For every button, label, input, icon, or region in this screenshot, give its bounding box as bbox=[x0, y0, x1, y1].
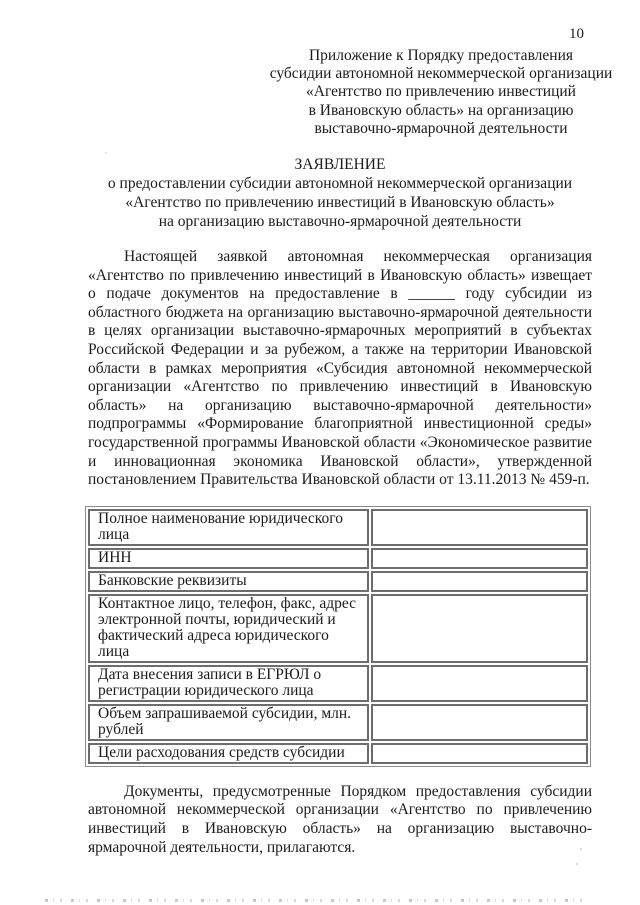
scan-speck bbox=[580, 848, 582, 850]
field-value-cell bbox=[371, 571, 588, 592]
page-title-line: о предоставлении субсидии автономной некоммерческой организации bbox=[107, 175, 573, 193]
scan-noise-artifact bbox=[45, 899, 582, 902]
page-title-line: ЗАЯВЛЕНИЕ bbox=[294, 156, 386, 174]
scan-speck bbox=[576, 863, 578, 865]
application-form-table bbox=[85, 506, 591, 767]
appendix-note bbox=[262, 0, 620, 138]
field-label-cell: ИНН bbox=[88, 548, 369, 569]
table-row bbox=[88, 743, 588, 764]
field-value-cell bbox=[371, 509, 588, 546]
appendix-note-line: «Агентство по привлечению инвестиций bbox=[306, 83, 576, 101]
field-label-cell: Контактное лицо, телефон, факс, адрес электронной почты, юридический и фактический адреса юридического лица bbox=[88, 594, 369, 663]
table-row bbox=[88, 594, 588, 663]
field-value-cell bbox=[371, 704, 588, 741]
appendix-note-line: субсидии автономной некоммерческой организации bbox=[269, 65, 613, 83]
field-value-cell bbox=[371, 665, 588, 702]
page-title-line: «Агентство по привлечению инвестиций в Ивановскую область» bbox=[125, 194, 555, 212]
table-row bbox=[88, 704, 588, 741]
table-row bbox=[88, 509, 588, 546]
field-value-cell bbox=[371, 594, 588, 663]
table-row bbox=[88, 571, 588, 592]
appendix-note-line: Приложение к Порядку предоставления bbox=[308, 47, 574, 64]
page-title-line: на организацию выставочно-ярмарочной деятельности bbox=[158, 213, 522, 231]
page-title bbox=[88, 155, 592, 231]
body-paragraph: Настоящей заявкой автономная некоммерческая организация «Агентство по привлечению инвестиций в Ивановскую область» извещает о подаче документов на предоставление в ______ году субсидии из областного бюджета на организацию выставочно-ярмарочной деятельности в целях организации выставочно-ярмарочных мероприятий в субъектах Российской Федерации и за рубежом, а также на территории Ивановской области в рамках мероприятия «Субсидия автономной некоммерческой организации «Агентство по привлечению инвестиций в Ивановскую область» на организацию выставочно-ярмарочной деятельности» подпрограммы «Формирование благоприятной инвестиционной среды» государственной программы Ивановской области «Экономическое развитие и инновационная экономика Ивановской области», утвержденной постановлением Правительства Ивановской области от 13.11.2013 № 459-п. bbox=[88, 248, 592, 489]
field-label-cell: Банковские реквизиты bbox=[88, 571, 369, 592]
field-label-cell: Дата внесения записи в ЕГРЮЛ о регистрации юридического лица bbox=[88, 665, 369, 702]
closing-paragraph: Документы, предусмотренные Порядком предоставления субсидии автономной некоммерческой организации «Агентство по привлечению инвестиций в Ивановскую область» на организацию выставочно-ярмарочной деятельности, прилагаются. bbox=[88, 782, 592, 856]
appendix-note-line: в Ивановскую область» на организацию bbox=[308, 101, 574, 119]
table-row bbox=[88, 548, 588, 569]
appendix-note-line: выставочно-ярмарочной деятельности bbox=[314, 119, 568, 137]
field-label-cell: Полное наименование юридического лица bbox=[88, 509, 369, 546]
field-label-cell: Объем запрашиваемой субсидии, млн. рублей bbox=[88, 704, 369, 741]
field-value-cell bbox=[371, 743, 588, 764]
field-value-cell bbox=[371, 548, 588, 569]
field-label-cell: Цели расходования средств субсидии bbox=[88, 743, 369, 764]
table-row bbox=[88, 665, 588, 702]
scan-speck bbox=[105, 152, 107, 154]
page-number: 10 bbox=[569, 26, 584, 42]
